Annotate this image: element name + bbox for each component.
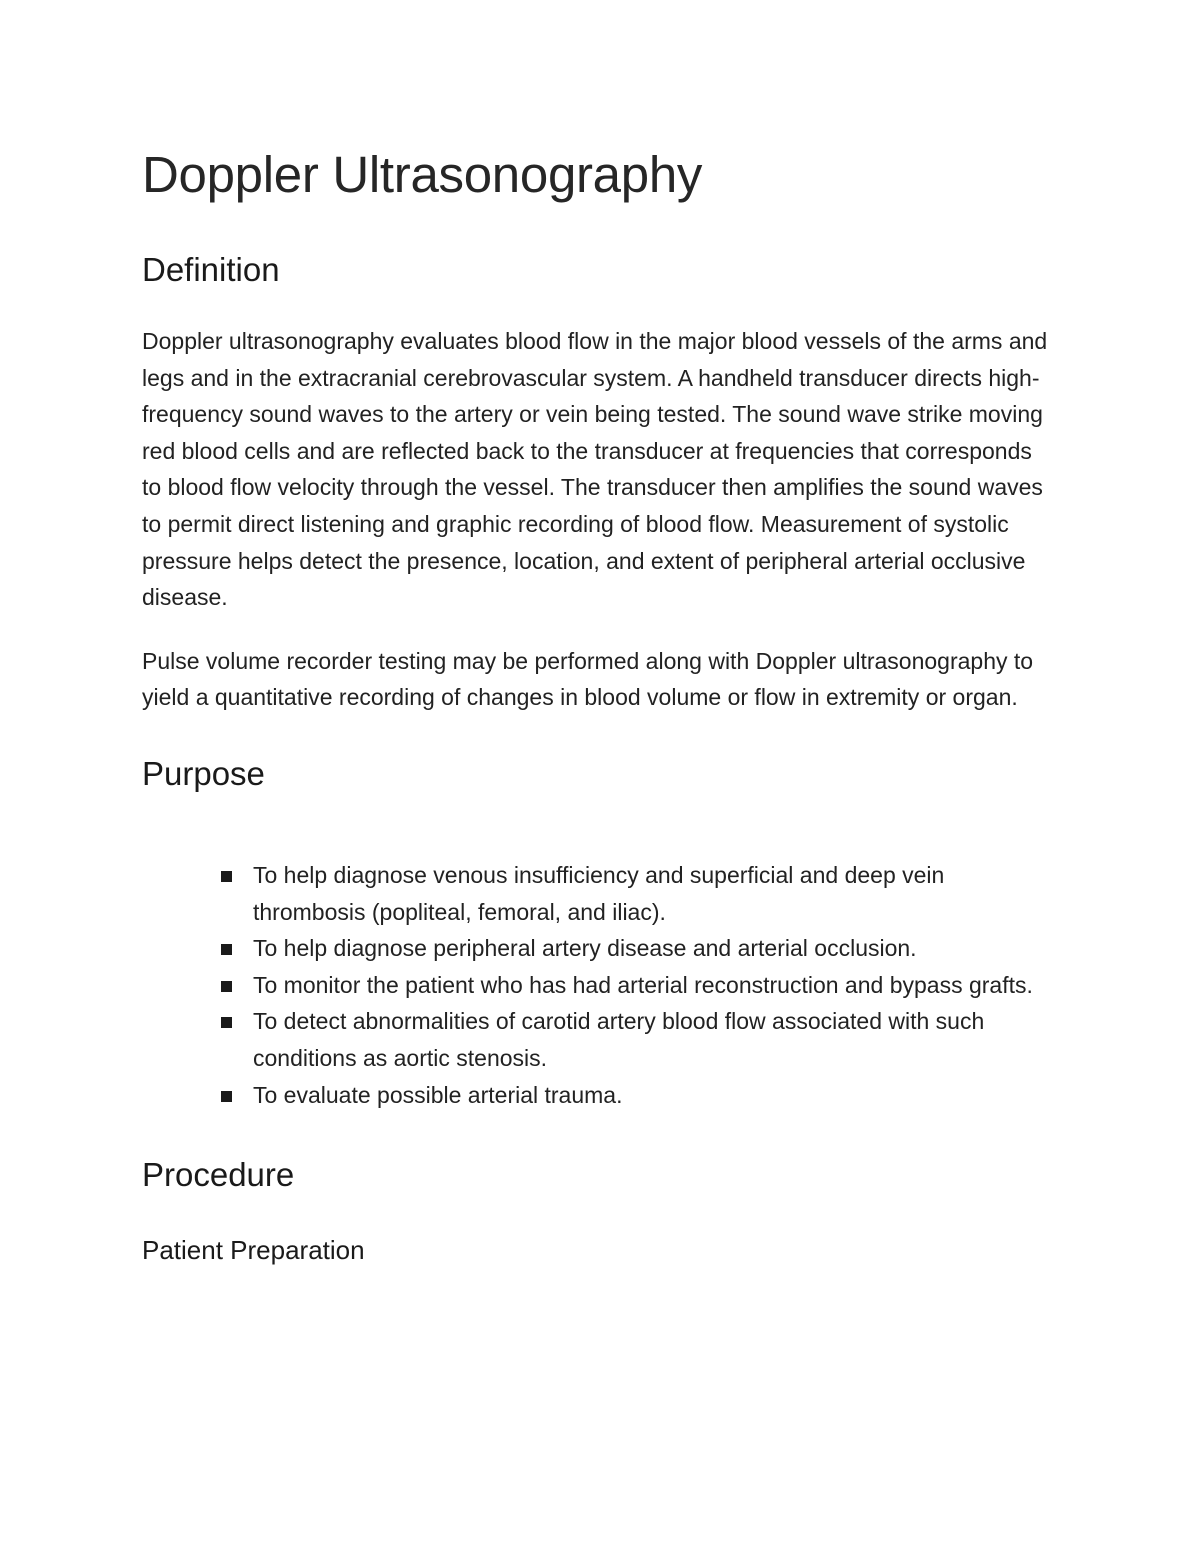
purpose-item-text: To evaluate possible arterial trauma. [253, 1081, 623, 1108]
document-title: Doppler Ultrasonography [142, 146, 703, 203]
purpose-list-item [253, 967, 1058, 1004]
square-bullet-icon [221, 944, 232, 955]
document-body [142, 140, 1062, 1267]
purpose-list-item [253, 1077, 1058, 1114]
procedure-heading: Procedure [142, 1156, 295, 1194]
square-bullet-icon [221, 981, 232, 992]
purpose-list-item [253, 857, 1058, 930]
definition-heading: Definition [142, 251, 280, 288]
purpose-list [142, 857, 1058, 1113]
purpose-item-text: To monitor the patient who has had arterial reconstruction and bypass grafts. [253, 971, 1033, 998]
definition-paragraph-1: Doppler ultrasonography evaluates blood flow in the major blood vessels of the arms and legs and in the extracranial cerebrovascular system. A handheld transducer directs high- frequency sound waves to the artery or vein being tested. The sound wave strike moving red blood cells and are reflected back to the transducer at frequencies that corresponds to blood flow velocity through the vessel. The transducer then amplifies the sound waves to permit direct listening and graphic recording of blood flow. Measurement of systolic pressure helps detect the presence, location, and extent of peripheral arterial occlusive disease. [142, 328, 1048, 611]
purpose-list-item [253, 930, 1058, 967]
purpose-heading: Purpose [142, 754, 265, 792]
patient-preparation-subheading: Patient Preparation [142, 1235, 365, 1266]
definition-paragraph-2: Pulse volume recorder testing may be performed along with Doppler ultrasonography to yield a quantitative recording of changes in blood volume or flow in extremity or organ. [142, 647, 1034, 711]
purpose-item-text: To help diagnose peripheral artery disease and arterial occlusion. [253, 935, 917, 962]
purpose-item-text: To help diagnose venous insufficiency and superficial and deep vein thrombosis (popliteal, femoral, and iliac). [253, 861, 945, 925]
square-bullet-icon [221, 1017, 232, 1028]
purpose-list-item [253, 1003, 1058, 1076]
square-bullet-icon [221, 871, 232, 882]
purpose-item-text: To detect abnormalities of carotid artery blood flow associated with such conditions as aortic stenosis. [253, 1008, 985, 1071]
square-bullet-icon [221, 1091, 232, 1102]
